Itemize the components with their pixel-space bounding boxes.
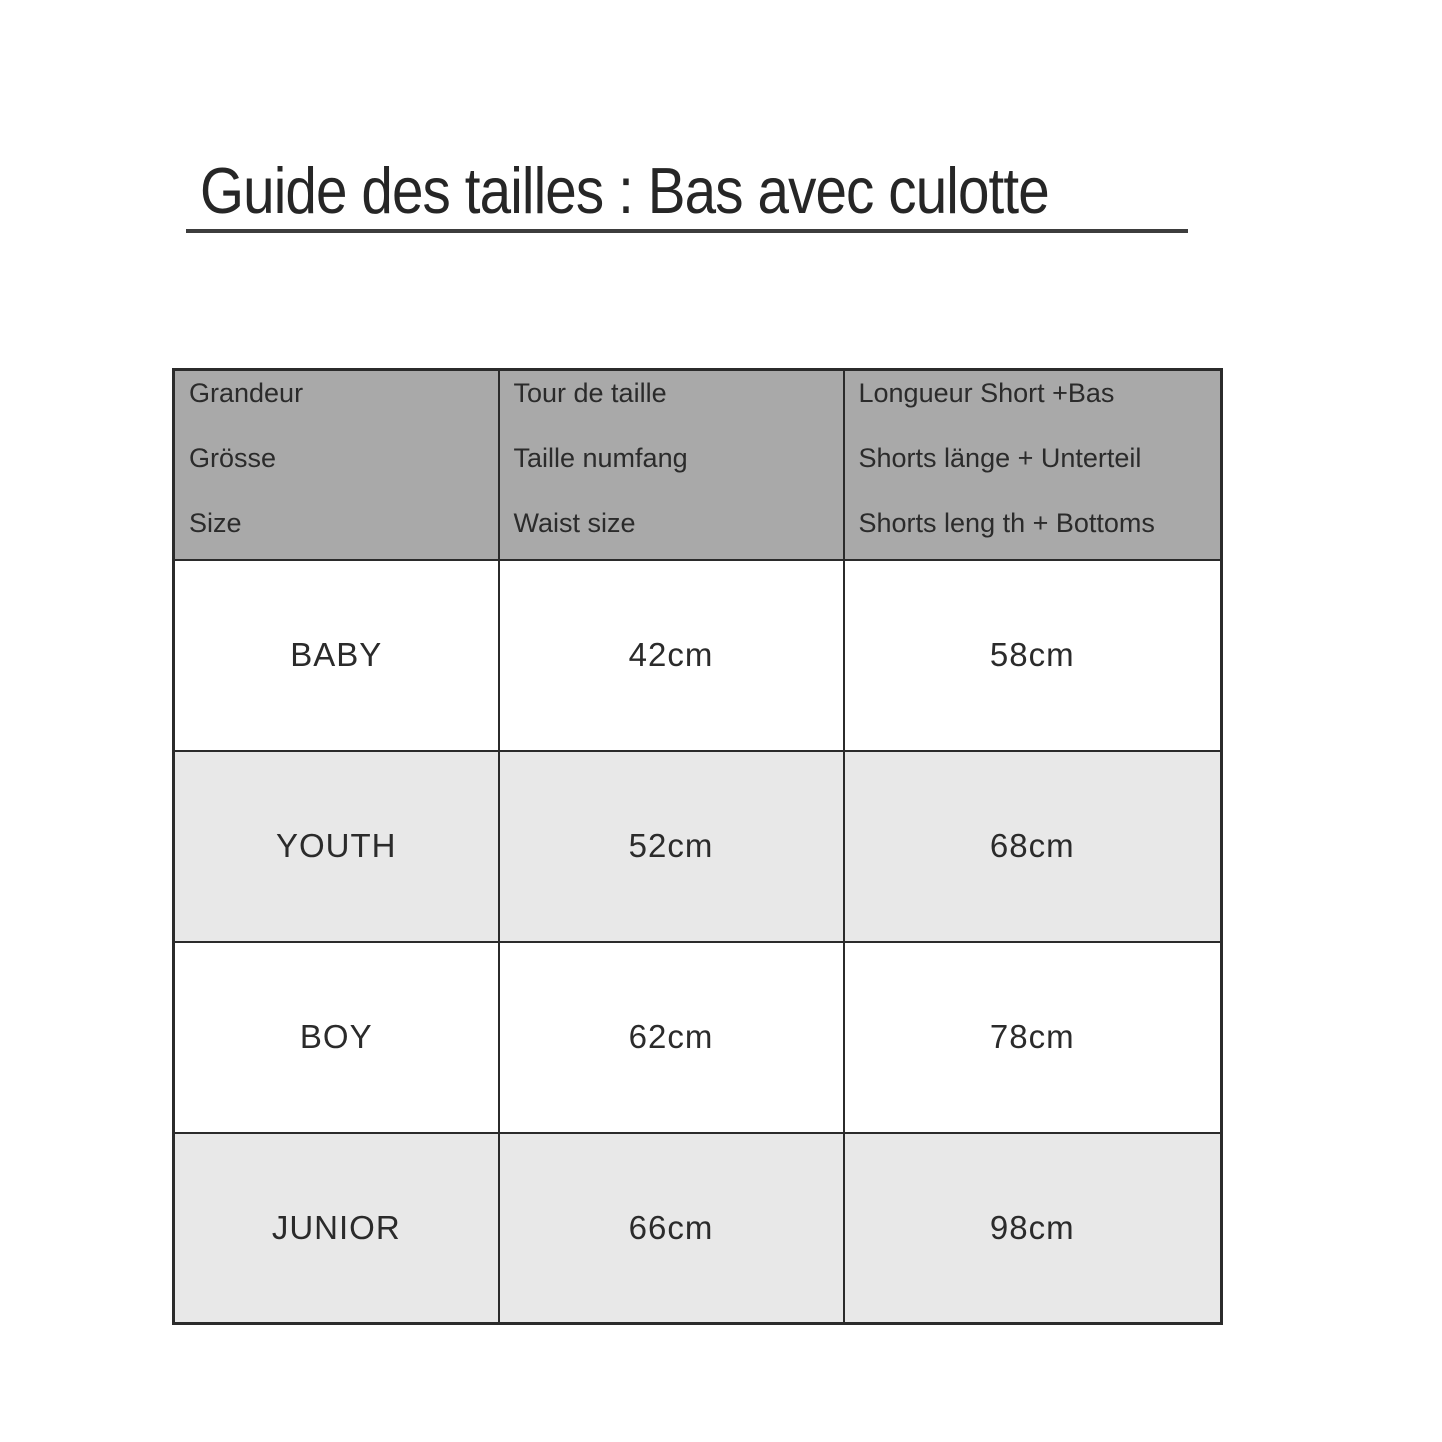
cell-waist: 52cm <box>499 751 844 942</box>
cell-size: BABY <box>174 560 499 751</box>
table-row-baby <box>174 560 1222 751</box>
table-row-youth <box>174 751 1222 942</box>
header-length-en: Shorts leng th + Bottoms <box>858 508 1155 538</box>
table-row-boy <box>174 942 1222 1133</box>
header-waist-de: Taille numfang <box>513 443 688 473</box>
cell-waist: 66cm <box>499 1133 844 1324</box>
table-header-row <box>174 370 1222 560</box>
table-row-junior <box>174 1133 1222 1324</box>
cell-length: 98cm <box>844 1133 1222 1324</box>
cell-size: JUNIOR <box>174 1133 499 1324</box>
size-guide-table <box>172 368 1223 1325</box>
header-waist-en: Waist size <box>513 508 636 538</box>
title-underline <box>186 229 1188 233</box>
header-cell-length <box>844 370 1222 560</box>
cell-length: 58cm <box>844 560 1222 751</box>
header-length-fr: Longueur Short +Bas <box>858 378 1115 408</box>
header-size-de: Grösse <box>189 443 277 473</box>
header-size-fr: Grandeur <box>189 378 304 408</box>
header-cell-size <box>174 370 499 560</box>
header-size-en: Size <box>189 508 242 538</box>
cell-length: 68cm <box>844 751 1222 942</box>
header-cell-waist <box>499 370 844 560</box>
cell-waist: 42cm <box>499 560 844 751</box>
header-length-de: Shorts länge + Unterteil <box>858 443 1142 473</box>
cell-size: BOY <box>174 942 499 1133</box>
page-title: Guide des tailles : Bas avec culotte <box>200 154 1049 227</box>
cell-length: 78cm <box>844 942 1222 1133</box>
cell-size: YOUTH <box>174 751 499 942</box>
cell-waist: 62cm <box>499 942 844 1133</box>
header-waist-fr: Tour de taille <box>513 378 667 408</box>
